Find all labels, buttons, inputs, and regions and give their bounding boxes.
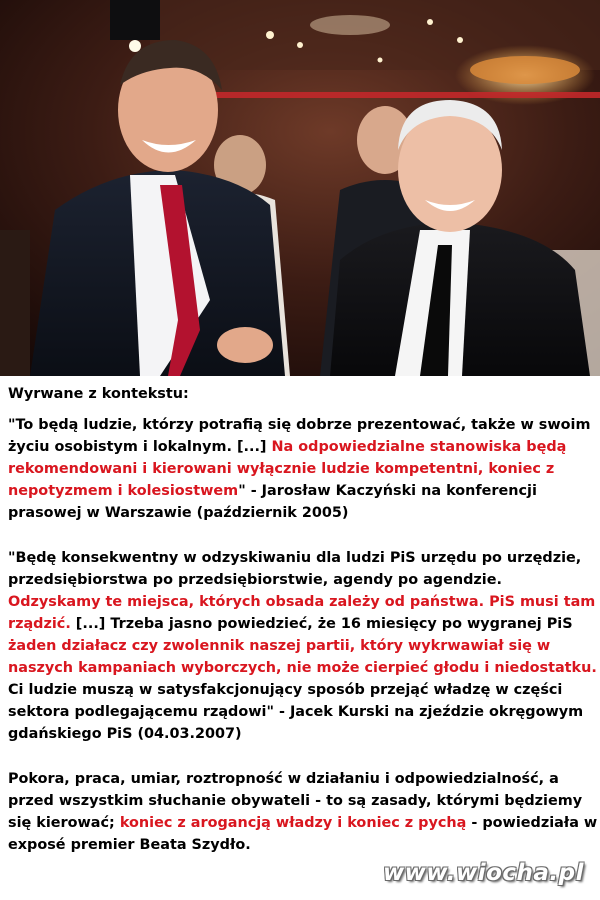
quote-szydlo [8, 768, 598, 856]
quote-highlight: koniec z arogancją władzy i koniec z pychą [119, 815, 467, 831]
quote-attribution: Ci ludzie muszą w satysfakcjonujący sposób przejąć władzę w części sektora podlegającemu rządowi" - Jacek Kurski na zjeździe okręgowym gdańskiego PiS (04.03.2007) [8, 682, 584, 742]
section-heading: Wyrwane z kontekstu: [8, 386, 189, 402]
article-text [8, 383, 598, 879]
quote-attribution: " - Jarosław Kaczyński na konferencji prasowej w Warszawie (październik 2005) [8, 483, 537, 521]
quote-text: [...] Trzeba jasno powiedzieć, że 16 miesięcy po wygranej PiS [70, 616, 573, 632]
news-photo [0, 0, 600, 376]
quote-kaczynski [8, 414, 598, 524]
quote-highlight: Odzyskamy te miejsca, których obsada zależy od państwa. PiS musi tam rządzić. [8, 594, 596, 632]
quote-highlight: żaden działacz czy zwolennik naszej partii, który wykrwawiał się w naszych kampaniach wyborczych, nie może cierpieć głodu i niedostatku. [8, 638, 597, 676]
quote-text: Pokora, praca, umiar, roztropność w działaniu i odpowiedzialność, a przed wszystkim słuchanie obywateli - to są zasady, którymi będziemy się kierować; [8, 771, 583, 831]
quote-text: "Będę konsekwentny w odzyskiwaniu dla ludzi PiS urzędu po urzędzie, przedsiębiorstwa po przedsiębiorstwie, agendy po agendzie. [8, 550, 582, 588]
quote-attribution: - powiedziała w exposé premier Beata Szydło. [8, 815, 598, 853]
quote-highlight: Na odpowiedzialne stanowiska będą rekomendowani i kierowani wyłącznie ludzie kompetentni, koniec z nepotyzmem i kolesiostwem [8, 439, 567, 499]
quote-text: "To będą ludzie, którzy potrafią się dobrze prezentować, także w swoim życiu osobistym i lokalnym. [...] [8, 417, 591, 455]
quote-kurski [8, 547, 598, 745]
site-watermark: www.wiocha.pl [382, 860, 584, 886]
